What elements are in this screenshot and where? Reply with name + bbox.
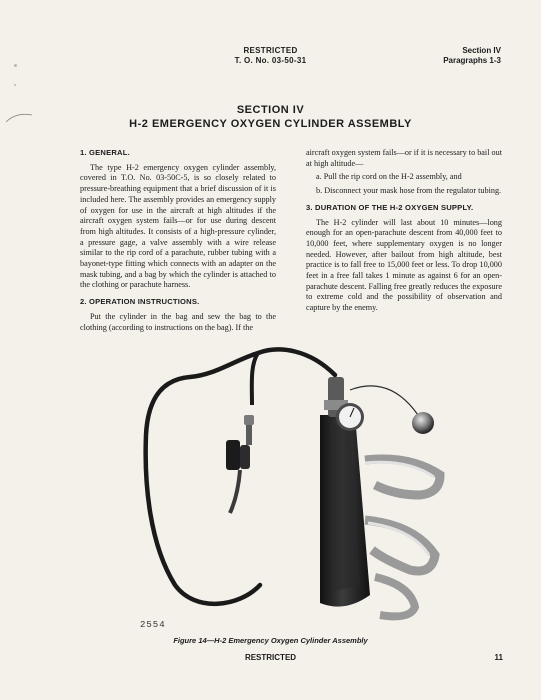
rip-cord-ball (412, 412, 434, 434)
section-title-line1: SECTION IV (236, 104, 305, 116)
section-title-line2: H-2 EMERGENCY OXYGEN CYLINDER ASSEMBLY (129, 118, 412, 130)
figure-number: 2554 (140, 620, 166, 630)
header-classification: RESTRICTED (243, 46, 298, 55)
step-a: a. Pull the rip cord on the H-2 assembly, and (316, 172, 462, 182)
margin-mark (14, 84, 16, 86)
heading-duration: 3. DURATION OF THE H-2 OXYGEN SUPPLY. (306, 202, 474, 212)
section-title (0, 103, 541, 131)
heading-general: 1. GENERAL. (80, 148, 130, 157)
heading-operation-instructions: 2. OPERATION INSTRUCTIONS. (80, 297, 200, 307)
tubing-branch (252, 353, 258, 405)
step-b: b. Disconnect your mask hose from the regulator tubing. (316, 186, 502, 196)
header-section: Section IV (462, 46, 501, 55)
paragraph-general: The type H-2 emergency oxygen cylinder assembly, covered in T.O. No. 03-50C-5, is so closely related to pressure-breathing equipment that a brief discussion of it is included here. The assembly provides an emergency supply of oxygen for use in the aircraft at high altitudes if the aircraft oxygen system fails—or for use during descent from high altitudes. It consists of a high-pressure cylinder, a pressure gage, a valve assembly with a wire release similar to the rip cord of a parachute, rubber tubing with a bayonet-type fitting which connects with an adapter on the mask tubing, and a bag by which the cylinder is attached to the clothing or parachute harness. (80, 162, 276, 290)
oxygen-cylinder-photo (140, 345, 445, 625)
page-header-right (443, 46, 501, 66)
paragraph-operation-cont: aircraft oxygen system fails—or if it is necessary to bail out at high altitude— (306, 148, 502, 168)
footer-classification: RESTRICTED (244, 653, 297, 662)
left-column (80, 148, 276, 336)
right-column (306, 148, 502, 317)
page-number: 11 (494, 653, 503, 662)
paragraph-duration: The H-2 cylinder will last about 10 minutes—long enough for an open-parachute descent from 40,000 feet to 10,000 feet, where supplementary oxygen is no longer needed. However, after bailout from high altitude, best practice is to fall free to 15,000 feet or less. To drop 10,000 feet in a free fall takes 1 minute as against 6 for an open-parachute descent. Falling free greatly reduces the exposure to extreme cold and the possibility of observation and capture by the enemy. (306, 217, 502, 313)
harness-straps (365, 459, 440, 616)
header-to-number: T. O. No. 03-50-31 (234, 56, 307, 65)
header-paragraphs: Paragraphs 1-3 (443, 56, 501, 65)
figure-caption: Figure 14—H-2 Emergency Oxygen Cylinder Assembly (173, 636, 368, 645)
bayonet-fitting (226, 415, 254, 513)
paragraph-operation: Put the cylinder in the bag and sew the bag to the clothing (according to instructions on the bag). If the (80, 311, 276, 332)
